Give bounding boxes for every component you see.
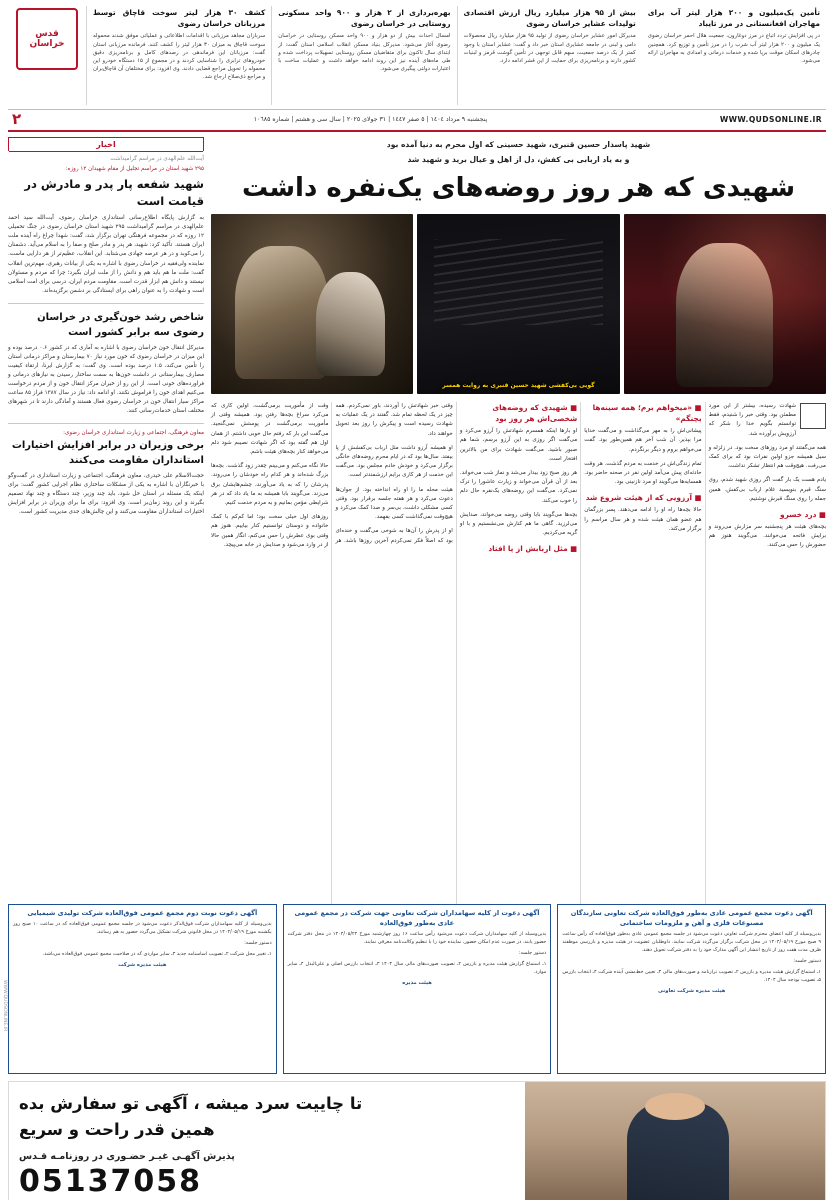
teaser-title: کشف ۳۰ هزار لیتر سوخت قاچاق توسط مرزبانان خراسان رضوی <box>93 8 266 28</box>
rail-body: مدیرکل انتقال خون خراسان رضوی با اشاره به آماری که در کشور ۰.۶ درصد بوده و این میزان در خراسان رضوی که خون مورد نیاز ۷۰ بیمارستان و مراکز درمانی استان را تأمین می‌کند، ۱.۵ درصد بوده است. وی گفت: به گزارش ایرنا، ارتقاء کیفیت مصارف بیمارستانی در دانشت خون‌ها به سمت ساختار رسیدن به نیازهای درمانی و فراورده‌های خونی است. از این رو از خیران مرکز انتقال خون و از مردم درخواست می‌کنیم اهدای خون را فراموش نکنند. او ادامه داد: نیاز در سال ۱۳۸۷ فراز ۸۵ ساعت مراکز سیار انتقال خون در خراسان رضوی فعال هستند و آمادگی دارند تا در شهرهای مختلف استان خدمات‌رسانی کنند. <box>8 344 205 415</box>
rail-title: شاخص رشد خون‌گیری در خراسان رضوی سه برابر کشور است <box>37 311 204 338</box>
ad-phone-number[interactable]: 05137058 <box>19 1163 202 1199</box>
rail-kicker: آیت‌الله علم‌الهدی در مراسم گرامیداشت <box>110 156 204 162</box>
notice-text: بدین‌وسیله از کلیه سهامداران شرکت دعوت می‌شود رأس ساعت ۱۶ روز چهارشنبه مورخ ۱۴۰۴/۰۵/۲۲ در محل دفتر شرکت حضور یابند. در صورت عدم امکان حضور، نماینده خود را با تنظیم وکالت‌نامه معرفی نمایند. <box>287 931 547 946</box>
article-photo-portrait <box>624 214 826 394</box>
paragraph: او از پدرش را آن‌ها به شوخی می‌گفت و خنده‌ای بود که اصلاً فکر نمی‌کردم آخرین روزها باشد. هر وقت از مأموریت برمی‌گشت، اولین کاری که می‌کرد سراغ بچه‌ها رفتن بود. همیشه وقتی از مأموریت برمی‌گشت در پوستش نمی‌گنجید. می‌گفت این بار که رفتم حال خوبی داشتم. از همان اول هم گفته بود که اگر شهادت نصیبم شود دلم می‌خواهد کنار بچه‌های هیئت باشم. <box>211 402 453 544</box>
page-body <box>8 137 826 897</box>
ad-headline-line2: همین قدر راحت و سریع <box>19 1120 215 1139</box>
article-photo-calligraphy <box>417 214 619 394</box>
subheading: ■ شهیدی که روضه‌های شخصی‌اش هر روز بود <box>492 402 578 424</box>
paragraph: او بارها اینکه همسرم شهادتش را آرزو می‌کرد و می‌گفت اگر روزی به این آرزو برسم، شما هم صبور باشید. می‌گفت شهادت برای من بالاترین افتخار است. <box>459 428 578 462</box>
notice-signature: هیئت مدیره شرکت تعاونی <box>658 987 726 994</box>
paragraph: شهادت رسیده، بیشتر از این مورد مطمئن بود. وقتی خبر را شنیدم، فقط توانستم بگویم خدا را شکر که آرزویش برآورده شد. <box>708 402 796 437</box>
dropcap <box>800 403 826 429</box>
teaser-item <box>642 6 826 105</box>
subheading: ■ آرزویی که از هیئت شروع شد <box>585 493 702 503</box>
article-headline: شهیدی که هر روز روضه‌های یک‌نفره داشت <box>241 172 796 203</box>
notice-agenda-label: دستور جلسه: <box>793 957 822 964</box>
paragraph: همه می‌گفتند او مرد روزهای سخت بود. در زلزله و سیل همیشه جزو اولین نفرات بود که برای کمک می‌رفت. هیچ‌وقت هم انتظار تشکر نداشت. <box>708 444 826 470</box>
subheading: ■ «میخواهم برم؛ همه سینه‌ها بچنگم» <box>592 402 702 424</box>
paragraph: روزهای اول خیلی سخت بود؛ اما کم‌کم با کمک خانواده و دوستان توانستیم کنار بیاییم. هنوز هم وقتی بوی عطرش را حس می‌کنم، انگار همین حالا از در وارد می‌شود و صدایش در خانه می‌پیچد. <box>211 514 329 548</box>
paragraph: حالا بچه‌ها راه او را ادامه می‌دهند. پسر بزرگمان هم عضو همان هیئت شده و هر سال مراسم را برگزار می‌کند. <box>584 507 702 532</box>
rail-article <box>8 310 204 416</box>
notice-signature: هیئت مدیره <box>402 979 432 986</box>
paragraph: وقتی خبر شهادتش را آوردند، باور نمی‌کردم. همه چیز در یک لحظه تمام شد. گفتند در یک عملیات به شهادت رسیده است و پیکرش را روز بعد تحویل خواهند داد. <box>335 402 453 437</box>
rail-body: به گزارش پایگاه اطلاع‌رسانی استانداری خراسان رضوی، آیت‌الله سید احمد علم‌الهدی در مراسم گرامیداشت ۲۹۵ شهید استان خراسان رضوی در جنگ تحمیلی ۱۲ روزه که در مجموعه فرهنگی تهران برگزار شد، گفت: شهدا چراغ راه آینده ملت ایران هستند. تأکید کرد: شهید، هر پدر و مادر صلح و صفا را به اسلام می‌آید. دشمنان را می‌کوبد و در هر عرصه جهادی می‌شتابد. این انقلاب، عظیم‌تر از هر دارایی ماست. نماینده ولی‌فقیه در خراسان رضوی با اشاره به یکی از بیانات رهبری، مهم‌ترین انقلاب گفت: ملت ما هم باید هم و دانش را از ملت ایران بگیرد؛ چرا که مردم و مسئولان نیستند و دانش هم ابزار قدرت است. مقاومت مردم ایران، درسی برای امت اسلامی است و شهادت را به عنوان راهی برای ایستادگی بر دشمن برگزیده‌اند. <box>8 215 205 294</box>
ad-subtitle: پذیرش آگهـی غیـر حضـوری در روزنامـه قـدس <box>19 1150 235 1162</box>
teaser-body: در پی افزایش تردد اتباع در مرز دوغارون، جمعیت هلال احمر خراسان رضوی یک میلیون و ۲۰۰ هزار لیتر آب شرب را در مرز تأمین و توزیع کرد. همچنین چادرهای اسکان موقت برپا شده و خدمات درمانی و امدادی به مهاجران ارائه می‌شود. <box>647 33 820 64</box>
paragraph: تمام زندگی‌اش در خدمت به مردم گذشت. هر وقت حادثه‌ای پیش می‌آمد اولین نفر در صحنه حاضر بود. همسایه‌ها می‌گویند او مرد نازنینی بود. <box>584 460 702 486</box>
notice-card <box>557 904 826 1074</box>
top-teaser-strip <box>8 6 826 110</box>
notice-card <box>8 904 277 1074</box>
classified-notices <box>8 904 826 1074</box>
ad-photo <box>525 1082 825 1200</box>
teaser-body: امسال احداث بیش از دو هزار و ۹۰۰ واحد مسکن روستایی در خراسان رضوی آغاز می‌شود. مدیرکل بنیاد مسکن انقلاب اسلامی استان گفت: از ابتدای سال تاکنون برای متقاضیان مسکن روستایی تسهیلات پرداخت شده و طی ماه‌های آینده نیز این روند ادامه خواهد داشت و عملیات ساخت با اعتبارات دولتی پیگیری می‌شود. <box>278 33 451 72</box>
teaser-item <box>86 6 271 105</box>
teaser-item <box>271 6 456 105</box>
article-photo-family <box>211 214 413 394</box>
rail-article <box>8 430 204 517</box>
notice-agenda: ۱ـ تغییر محل شرکت ۲ـ تصویب اساسنامه جدید ۳ـ سایر مواردی که در صلاحیت مجمع عمومی فوق‌العاده می‌باشد. <box>42 950 272 957</box>
paragraph: هیئت محله ما را او راه انداخته بود. از جوان‌ها دعوت می‌کرد و هر هفته جلسه برقرار بود. وقتی کسی مشکلی داشت، بی‌سر و صدا کمک می‌کرد و هیچ‌وقت نمی‌گذاشت کسی بفهمد. <box>335 486 453 521</box>
notice-card <box>283 904 552 1074</box>
side-margin-note: WWW.QUDSONLINE.IR <box>2 980 7 1032</box>
subheading: ■ مثل اربابش از پا افتاد <box>488 544 578 554</box>
ad-headline-line1: تا چاییت سرد میشه ، آگهی تو سفارش بده <box>19 1094 363 1114</box>
divider <box>8 303 204 304</box>
notice-text: بدین‌وسیله از کلیه سهامداران شرکت فوق‌الذکر دعوت می‌شود در جلسه مجمع عمومی فوق‌العاده که در ساعت ۱۰ صبح روز یکشنبه مورخ ۱۴۰۴/۰۵/۱۹ در محل قانونی شرکت تشکیل می‌گردد حضور به هم رسانند. <box>13 921 272 936</box>
ad-copy <box>9 1082 525 1200</box>
teaser-title: بیش از ۹۵ هزار میلیارد ریال ارزش اقتصادی تولیدات عشایر خراسان رضوی <box>463 8 636 28</box>
article-columns <box>211 402 826 922</box>
article-photo-row <box>211 214 826 394</box>
rail-article <box>8 155 204 296</box>
subheading: ■ درد خسرو <box>779 509 826 519</box>
paragraph: او همیشه آرزو داشت مثل ارباب بی‌کفشش از پا بیفتد. سال‌ها بود که در ایام محرم روضه‌های خانگی برگزار می‌کرد و خودش خادم مجلس بود. می‌گفت این خدمت از هر کاری برایم ارزشمندتر است. <box>335 444 453 479</box>
lead-article <box>211 137 826 897</box>
divider <box>8 423 204 424</box>
teaser-title: بهره‌برداری از ۲ هزار و ۹۰۰ واحد مسکونی روستایی در خراسان رضوی <box>278 8 451 28</box>
paragraph: هر روز صبح زود بیدار می‌شد و نماز شب می‌خواند. بعد از آن قرآن می‌خواند و زیارت عاشورا را ترک نمی‌کرد. می‌گفت این روضه‌های یک‌نفره حال دلم را خوب می‌کند. <box>459 469 578 504</box>
notice-text: بدین‌وسیله از کلیه اعضای محترم شرکت تعاونی دعوت می‌شود در جلسه مجمع عمومی عادی به‌طور فوق‌العاده که رأس ساعت ۹ صبح مورخ ۱۴۰۴/۰۵/۱۹ در محل شرکت برگزار می‌گردد شرکت نمایند. داوطلبان عضویت در هیئت مدیره و بازرسی موظفند ظرف مدت هفت روز از تاریخ انتشار این آگهی مدارک خود را به دفتر شرکت تحویل دهند. <box>562 931 822 954</box>
rail-label: معاون فرهنگی، اجتماعی و زیارت استانداری خراسان رضوی: <box>63 430 204 437</box>
notice-agenda-label: دستور جلسه: <box>518 950 547 957</box>
photo-caption: گویی بی‌کفشی شهید حسین قنبری به روایت همسر <box>442 381 595 389</box>
teaser-title: تأمین یک‌میلیون و ۲۰۰ هزار لیتر آب برای مهاجران افغانستانی در مرز تایباد <box>647 8 820 28</box>
paragraph: بچه‌های هیئت هر پنجشنبه سر مزارش می‌روند و برایش فاتحه می‌خوانند. می‌گویند هنوز هم حضورش را حس می‌کنند. <box>708 524 826 549</box>
news-rail <box>8 137 204 897</box>
paragraph: پیشانی‌اش را به مهر می‌گذاشت و می‌گفت خدایا مرا بپذیر. آن شب آخر هم همین‌طور بود. گفت می‌خواهم بروم و دیگر برنگردم. <box>584 428 702 453</box>
rail-title: برخی وزیران در برابر افزایش اختیارات استانداران مقاومت می‌کنند <box>11 440 204 467</box>
paragraph: حالا نگاه می‌کنم و می‌بینم چقدر زود گذشت. بچه‌ها بزرگ شده‌اند و هر کدام راه خودشان را می‌روند. پدرشان را که به یاد می‌آورند، چشم‌هایشان برق می‌زند. می‌گویند بابا همیشه به ما یاد داد که در هر شرایطی مؤمن بمانیم و به مردم خدمت کنیم. <box>211 463 329 506</box>
rail-body: حجت‌الاسلام علی حیدری، معاون فرهنگی، اجتماعی و زیارت استانداری در گفت‌وگو با خبرنگاران با اشاره به یکی از مشکلات ساختاری نظام اجرایی کشور گفت: برای اینکه یک مسئله در استان حل شود، باید چند وزیر، چند دستگاه و چند نهاد تصمیم بگیرند و این روند زمان‌بر است. وی افزود: برای ما برای وزیران در برابر افزایش اختیارات استانداران مقاومت می‌کنند و این چالش‌های جدی مدیریت کشور است. <box>8 473 204 516</box>
teaser-body: سربازان مجاهد مرزبانی با اقدامات اطلاعاتی و عملیاتی موفق شدند محموله سوخت قاچاق به میزان ۳۰ هزار لیتر را کشف کنند. فرمانده مرزبانی استان گفت: مرزبانان این فرماندهی در رصدهای کامل و برنامه‌ریزی دقیق خودروهای ترابری را شناسایی کردند و در مجموع از ۱۵ دستگاه خودرو این محموله را تحویل مراجع قضایی دادند. وی افزود: برای مختلفان آن قاچاق‌بران و مراجع ذی‌صلاح ارجاع شد. <box>93 33 266 81</box>
notice-title: آگهی دعوت نوبت دوم مجمع عمومی فوق‌العاده شرکت تولیدی شیمیایی <box>27 909 258 917</box>
article-kicker-line2: و به یاد اربابی بی کفش، دل از اهل و عیال برید و شهید شد <box>407 154 630 164</box>
paragraph: یادم هست یک بار گفت اگر روزی شهید شدم، روی سنگ قبرم بنویسید غلام ارباب بی‌کفش. همین جمله را روی سنگ قبرش نوشتیم. <box>708 477 826 502</box>
article-kicker-line1: شهید پاسدار حسین قنبری، شهید حسینی که اول محرم به دنیا آمده بود <box>386 140 651 149</box>
rail-section-header: اخبار <box>8 137 204 151</box>
teaser-item <box>457 6 642 105</box>
notice-title: آگهی دعوت از کلیه سهامداران شرکت تعاونی جهت شرکت در مجمع عمومی عادی به‌طور فوق‌العاده <box>294 909 540 928</box>
rail-subkicker: ۲۹۵ شهید استان در مراسم تجلیل از مقام شهیدان ۱۲ روزه: <box>65 166 204 173</box>
page-number: ٢ <box>12 110 22 128</box>
folio-bar <box>8 110 826 132</box>
dateline: پنجشنبه ٩ مرداد ١٤٠٤ | ٥ صفر ١٤٤٧ | ٣١ جولای ٢٠٢٥ | سال سی و هشتم | شماره ١٠٦٨٥ <box>253 115 488 123</box>
notice-signature: هیئت مدیره شرکت <box>118 961 167 968</box>
paragraph: بچه‌ها می‌گویند بابا وقتی روضه می‌خواند، صدایش می‌لرزید. گاهی ما هم کنارش می‌نشستیم و با او گریه می‌کردیم. <box>459 511 578 537</box>
website-url[interactable]: WWW.QUDSONLINE.IR <box>719 114 822 124</box>
masthead <box>8 6 86 105</box>
notice-agenda: ۱ـ استماع گزارش هیئت مدیره و بازرس ۲ـ تصویب ترازنامه و صورت‌های مالی ۳ـ تعیین خط‌مشی آینده شرکت ۴ـ انتخاب بازرس ۵ـ تصویب بودجه سال ۱۴۰۴. <box>562 968 822 983</box>
notice-agenda: ۱ـ استماع گزارش هیئت مدیره و بازرس ۲ـ تصویب صورت‌های مالی سال ۱۴۰۳ ۳ـ انتخاب بازرس اصلی و علی‌البدل ۴ـ سایر موارد. <box>287 960 547 975</box>
teaser-body: مدیرکل امور عشایر خراسان رضوی از تولید ۹۵ هزار میلیارد ریال محصولات دامی و لبنی در جامعه عشایری استان خبر داد و گفت: عشایر استان با وجود کمتر از یک درصد جمعیت، سهم قابل توجهی در تأمین گوشت قرمز و لبنیات کشور دارند و برنامه‌ریزی برای حمایت از این قشر ادامه دارد. <box>463 33 636 64</box>
notice-title: آگهی دعوت مجمع عمومی عادی به‌طور فوق‌العاده شرکت تعاونی سازندگان مصنوعات فلزی و آهن و ملزومات ساختمانی <box>570 909 813 928</box>
newspaper-logo: قدس خراسان <box>16 8 78 70</box>
rail-title: شهید شفعه پار پدر و مادرش در قیامت است <box>24 176 204 209</box>
bottom-advertisement[interactable] <box>8 1081 826 1200</box>
notice-agenda-label: دستور جلسه: <box>244 939 272 946</box>
